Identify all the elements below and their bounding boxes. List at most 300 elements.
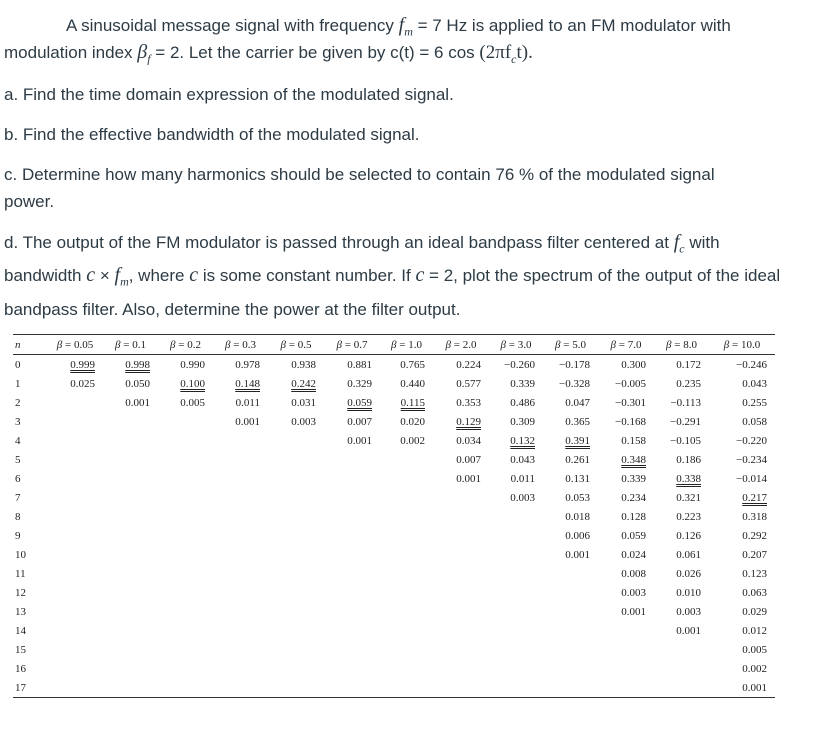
table-cell bbox=[489, 507, 543, 526]
cell-value: 0.999 bbox=[70, 358, 95, 371]
table-row bbox=[13, 602, 775, 621]
table-row bbox=[13, 659, 775, 678]
cell-value: 0.003 bbox=[676, 605, 701, 618]
table-cell bbox=[103, 431, 158, 450]
part-d bbox=[4, 229, 794, 323]
table-cell bbox=[709, 374, 775, 393]
cell-value: 0.329 bbox=[347, 377, 372, 390]
cell-value: 0.339 bbox=[621, 472, 646, 485]
cell-value: 0.001 bbox=[347, 434, 372, 447]
table-cell bbox=[433, 507, 489, 526]
cell-value: 0.128 bbox=[621, 510, 646, 523]
table-cell bbox=[543, 469, 598, 488]
table-cell bbox=[324, 564, 380, 583]
table-cell bbox=[213, 659, 268, 678]
beta-symbol: β bbox=[170, 338, 176, 351]
table-cell bbox=[213, 545, 268, 564]
table-cell bbox=[598, 488, 654, 507]
table-cell bbox=[709, 602, 775, 621]
table-cell bbox=[103, 469, 158, 488]
cell-value: 0.034 bbox=[456, 434, 481, 447]
cell-value: 0.003 bbox=[291, 415, 316, 428]
cell-value: −0.328 bbox=[559, 377, 590, 390]
table-cell bbox=[324, 412, 380, 431]
table-cell bbox=[268, 564, 324, 583]
beta-symbol: β bbox=[336, 338, 342, 351]
row-index: 4 bbox=[15, 434, 21, 447]
table-cell bbox=[433, 374, 489, 393]
table-cell bbox=[213, 355, 268, 375]
table-cell bbox=[213, 583, 268, 602]
table-cell bbox=[268, 355, 324, 375]
table-cell bbox=[598, 621, 654, 640]
table-cell bbox=[433, 431, 489, 450]
cell-value: −0.246 bbox=[736, 358, 767, 371]
table-cell bbox=[654, 678, 709, 698]
table-cell bbox=[268, 431, 324, 450]
table-cell bbox=[103, 355, 158, 375]
table-cell bbox=[654, 526, 709, 545]
table-cell bbox=[433, 621, 489, 640]
part-d-text-5: = 2, plot the spectrum of the output of the ideal bandpass filter. Also, determine the power at the filter output. bbox=[4, 266, 781, 319]
cell-value: 0.115 bbox=[400, 396, 425, 409]
table-cell bbox=[213, 393, 268, 412]
beta-symbol: β bbox=[137, 41, 148, 63]
cell-value: 0.007 bbox=[456, 453, 481, 466]
cell-value: 0.255 bbox=[742, 396, 767, 409]
table-cell bbox=[654, 564, 709, 583]
beta-value: = 8.0 bbox=[674, 338, 697, 351]
table-cell bbox=[489, 678, 543, 698]
table-cell bbox=[380, 602, 433, 621]
cell-value: 0.391 bbox=[565, 434, 590, 447]
beta-symbol: β bbox=[445, 338, 451, 351]
table-cell bbox=[158, 564, 213, 583]
table-cell bbox=[158, 659, 213, 678]
table-cell bbox=[709, 488, 775, 507]
table-cell bbox=[47, 564, 103, 583]
table-row bbox=[13, 355, 775, 375]
table-cell bbox=[103, 526, 158, 545]
table-cell bbox=[543, 412, 598, 431]
cell-value: 0.026 bbox=[676, 567, 701, 580]
table-cell bbox=[433, 640, 489, 659]
cell-value: −0.178 bbox=[559, 358, 590, 371]
table-cell bbox=[324, 545, 380, 564]
table-cell bbox=[324, 659, 380, 678]
table-cell bbox=[103, 507, 158, 526]
cell-value: 0.129 bbox=[456, 415, 481, 428]
beta-symbol: β bbox=[56, 338, 63, 351]
table-cell bbox=[158, 640, 213, 659]
table-cell bbox=[709, 564, 775, 583]
table-cell bbox=[324, 602, 380, 621]
table-cell bbox=[213, 621, 268, 640]
table-cell bbox=[158, 412, 213, 431]
table-cell bbox=[158, 602, 213, 621]
table-cell bbox=[654, 583, 709, 602]
cell-value: 0.043 bbox=[510, 453, 535, 466]
beta-symbol: β bbox=[500, 338, 506, 351]
table-cell bbox=[380, 374, 433, 393]
beta-column-header bbox=[380, 335, 433, 355]
table-cell bbox=[213, 412, 268, 431]
cell-value: 0.001 bbox=[235, 415, 260, 428]
table-cell bbox=[543, 488, 598, 507]
cell-value: 0.011 bbox=[235, 396, 260, 409]
table-cell bbox=[103, 640, 158, 659]
cell-value: 0.234 bbox=[621, 491, 646, 504]
table-cell bbox=[324, 393, 380, 412]
table-cell bbox=[380, 412, 433, 431]
row-index: 1 bbox=[15, 377, 21, 390]
cell-value: 0.990 bbox=[180, 358, 205, 371]
table-cell bbox=[213, 526, 268, 545]
cell-value: 0.024 bbox=[621, 548, 646, 561]
carrier-arg-start: (2πf bbox=[479, 42, 512, 63]
cell-value: 0.765 bbox=[400, 358, 425, 371]
table-cell bbox=[709, 545, 775, 564]
part-d-text-3: , where bbox=[128, 266, 190, 286]
c-symbol: c bbox=[189, 264, 199, 287]
table-cell bbox=[709, 469, 775, 488]
cell-value: 0.029 bbox=[742, 605, 767, 618]
table-cell bbox=[433, 412, 489, 431]
table-row bbox=[13, 640, 775, 659]
table-cell bbox=[380, 545, 433, 564]
table-cell bbox=[709, 640, 775, 659]
carrier-arg-end: t). bbox=[516, 42, 533, 63]
cell-value: 0.938 bbox=[291, 358, 316, 371]
fm-subscript: m bbox=[404, 24, 413, 39]
row-index: 3 bbox=[15, 415, 21, 428]
table-cell bbox=[47, 545, 103, 564]
beta-value: = 0.7 bbox=[344, 338, 368, 351]
table-row bbox=[13, 621, 775, 640]
beta-column-header bbox=[324, 335, 380, 355]
cell-value: 0.001 bbox=[456, 472, 481, 485]
table-cell bbox=[433, 488, 489, 507]
table-cell bbox=[543, 640, 598, 659]
beta-column-header bbox=[598, 335, 654, 355]
table-cell bbox=[380, 431, 433, 450]
table-cell bbox=[433, 393, 489, 412]
beta-symbol: β bbox=[115, 338, 121, 351]
table-cell bbox=[654, 602, 709, 621]
table-cell bbox=[543, 393, 598, 412]
table-cell bbox=[543, 678, 598, 698]
table-cell bbox=[598, 412, 654, 431]
table-cell bbox=[158, 621, 213, 640]
table-cell bbox=[433, 545, 489, 564]
table-row bbox=[13, 488, 775, 507]
cell-value: −0.005 bbox=[615, 377, 646, 390]
table-cell bbox=[489, 450, 543, 469]
table-cell bbox=[598, 602, 654, 621]
cell-value: −0.168 bbox=[615, 415, 646, 428]
table-cell bbox=[103, 583, 158, 602]
beta-column-header bbox=[433, 335, 489, 355]
table-cell bbox=[158, 355, 213, 375]
beta-column-header bbox=[268, 335, 324, 355]
table-cell bbox=[598, 564, 654, 583]
table-cell bbox=[47, 507, 103, 526]
table-cell bbox=[543, 659, 598, 678]
table-cell bbox=[433, 450, 489, 469]
table-cell bbox=[654, 374, 709, 393]
fm-symbol: f bbox=[114, 264, 121, 287]
table-cell bbox=[709, 526, 775, 545]
cell-value: 0.440 bbox=[400, 377, 425, 390]
table-cell bbox=[654, 621, 709, 640]
table-cell bbox=[380, 450, 433, 469]
carrier-argument bbox=[479, 42, 533, 66]
table-cell bbox=[709, 583, 775, 602]
table-row bbox=[13, 450, 775, 469]
table-cell bbox=[268, 602, 324, 621]
intro-text-2: = 7 Hz is applied to an FM modulator with bbox=[412, 16, 731, 35]
bessel-function-table bbox=[13, 334, 775, 698]
table-cell bbox=[47, 526, 103, 545]
row-index: 2 bbox=[15, 396, 21, 409]
table-cell bbox=[158, 526, 213, 545]
intro-text-1: A sinusoidal message signal with frequency bbox=[66, 16, 399, 35]
row-index: 11 bbox=[15, 567, 26, 580]
table-cell bbox=[543, 545, 598, 564]
table-cell bbox=[489, 640, 543, 659]
table-cell bbox=[598, 374, 654, 393]
row-index: 17 bbox=[13, 678, 47, 698]
table-cell bbox=[433, 583, 489, 602]
beta-value: = 7.0 bbox=[618, 338, 642, 351]
table-cell bbox=[543, 374, 598, 393]
cell-value: 0.100 bbox=[180, 377, 205, 390]
cell-value: 0.348 bbox=[621, 453, 646, 466]
table-cell bbox=[489, 488, 543, 507]
cell-value: 0.018 bbox=[565, 510, 590, 523]
table-cell bbox=[543, 355, 598, 375]
table-row bbox=[13, 678, 775, 698]
beta-subscript: f bbox=[147, 51, 151, 66]
beta-value: = 1.0 bbox=[399, 338, 422, 351]
table-cell bbox=[324, 526, 380, 545]
table-cell bbox=[489, 412, 543, 431]
table-cell bbox=[324, 450, 380, 469]
table-cell bbox=[47, 393, 103, 412]
beta-symbol: β bbox=[280, 338, 286, 351]
table-cell bbox=[324, 355, 380, 375]
beta-value: = 10.0 bbox=[732, 338, 761, 351]
times-symbol: × bbox=[95, 266, 115, 286]
table-cell bbox=[489, 583, 543, 602]
table-cell bbox=[598, 659, 654, 678]
n-column-header bbox=[13, 335, 47, 355]
c-symbol: c bbox=[415, 264, 425, 287]
beta-symbol: β bbox=[610, 338, 616, 351]
fc-symbol: f bbox=[673, 231, 680, 253]
part-a: a. Find the time domain expression of the modulated signal. bbox=[4, 85, 454, 104]
cell-value: 0.223 bbox=[676, 510, 701, 523]
table-cell bbox=[103, 545, 158, 564]
table-cell bbox=[709, 450, 775, 469]
cell-value: 0.003 bbox=[510, 491, 535, 504]
table-cell bbox=[543, 564, 598, 583]
table-header-row bbox=[13, 335, 775, 355]
table-cell bbox=[213, 431, 268, 450]
cell-value: 0.309 bbox=[510, 415, 535, 428]
table-cell bbox=[158, 507, 213, 526]
beta-column-header bbox=[158, 335, 213, 355]
table-cell bbox=[489, 393, 543, 412]
cell-value: 0.047 bbox=[565, 396, 590, 409]
table-cell bbox=[654, 659, 709, 678]
table-cell bbox=[213, 507, 268, 526]
table-cell bbox=[47, 374, 103, 393]
beta-symbol: β bbox=[555, 338, 561, 351]
cell-value: 0.061 bbox=[676, 548, 701, 561]
table-cell bbox=[324, 621, 380, 640]
table-cell bbox=[324, 374, 380, 393]
cell-value: 0.008 bbox=[621, 567, 646, 580]
table-cell bbox=[489, 545, 543, 564]
table-cell bbox=[47, 355, 103, 375]
table-cell bbox=[709, 355, 775, 375]
table-cell bbox=[268, 621, 324, 640]
cell-value: 0.001 bbox=[621, 605, 646, 618]
table-cell bbox=[324, 469, 380, 488]
table-cell bbox=[158, 488, 213, 507]
table-cell bbox=[158, 469, 213, 488]
table-row bbox=[13, 431, 775, 450]
table-cell bbox=[268, 507, 324, 526]
table-cell bbox=[268, 374, 324, 393]
table-cell bbox=[103, 621, 158, 640]
table-cell bbox=[654, 431, 709, 450]
beta-symbol: β bbox=[391, 338, 397, 351]
table-cell bbox=[489, 355, 543, 375]
table-cell bbox=[654, 469, 709, 488]
table-cell bbox=[598, 431, 654, 450]
table-cell bbox=[47, 640, 103, 659]
table-cell bbox=[324, 640, 380, 659]
part-d-text-4: is some constant number. If bbox=[198, 266, 416, 286]
part-d-text-2: with bandwidth bbox=[4, 233, 720, 286]
cell-value: 0.053 bbox=[565, 491, 590, 504]
table-body bbox=[13, 355, 775, 698]
cell-value: 0.207 bbox=[742, 548, 767, 561]
table-cell bbox=[268, 583, 324, 602]
fm-subscript: m bbox=[120, 274, 129, 289]
cell-value: 0.031 bbox=[291, 396, 316, 409]
cell-value: 0.353 bbox=[456, 396, 481, 409]
part-b: b. Find the effective bandwidth of the modulated signal. bbox=[4, 125, 420, 144]
table-cell bbox=[158, 545, 213, 564]
cell-value: 0.172 bbox=[676, 358, 701, 371]
cell-value: 0.186 bbox=[676, 453, 701, 466]
n-symbol: n bbox=[15, 338, 21, 351]
table-cell bbox=[433, 355, 489, 375]
table-cell bbox=[47, 621, 103, 640]
cell-value: 0.224 bbox=[456, 358, 481, 371]
cell-value: 0.059 bbox=[347, 396, 372, 409]
cell-value: 0.217 bbox=[742, 491, 767, 504]
table-cell bbox=[213, 488, 268, 507]
table-cell bbox=[598, 545, 654, 564]
cell-value: −0.220 bbox=[736, 434, 767, 447]
table-cell bbox=[268, 545, 324, 564]
row-index: 12 bbox=[15, 586, 26, 599]
table-cell bbox=[489, 621, 543, 640]
table-row bbox=[13, 507, 775, 526]
fm-symbol: f bbox=[398, 14, 405, 36]
table-cell bbox=[158, 374, 213, 393]
table-cell bbox=[380, 621, 433, 640]
table-cell bbox=[489, 659, 543, 678]
table-cell bbox=[380, 564, 433, 583]
beta-value: = 0.3 bbox=[233, 338, 256, 351]
table-cell bbox=[47, 450, 103, 469]
cell-value: 0.978 bbox=[235, 358, 260, 371]
table-cell bbox=[598, 507, 654, 526]
table-cell bbox=[213, 469, 268, 488]
table-cell bbox=[598, 355, 654, 375]
table-cell bbox=[380, 469, 433, 488]
table-cell bbox=[103, 450, 158, 469]
table-cell bbox=[213, 374, 268, 393]
table-cell bbox=[103, 374, 158, 393]
table-cell bbox=[380, 640, 433, 659]
row-index: 5 bbox=[15, 453, 21, 466]
cell-value: 0.050 bbox=[125, 377, 150, 390]
cell-value: 0.063 bbox=[742, 586, 767, 599]
cell-value: −0.105 bbox=[670, 434, 701, 447]
table-cell bbox=[543, 507, 598, 526]
row-index: 16 bbox=[15, 662, 26, 675]
beta-value: = 0.5 bbox=[288, 338, 312, 351]
cell-value: 0.001 bbox=[125, 396, 150, 409]
table-cell bbox=[103, 678, 158, 698]
cell-value: 0.043 bbox=[742, 377, 767, 390]
table-cell bbox=[268, 469, 324, 488]
beta-symbol: β bbox=[723, 338, 730, 351]
table-cell bbox=[598, 450, 654, 469]
beta-value: = 0.2 bbox=[178, 338, 201, 351]
beta-column-header bbox=[103, 335, 158, 355]
row-index: 6 bbox=[15, 472, 21, 485]
table-cell bbox=[324, 431, 380, 450]
table-cell bbox=[654, 450, 709, 469]
cell-value: 0.002 bbox=[400, 434, 425, 447]
beta-value: = 0.1 bbox=[123, 338, 146, 351]
cell-value: 0.242 bbox=[291, 377, 316, 390]
line2-text-1: modulation index bbox=[4, 43, 138, 62]
table-cell bbox=[598, 393, 654, 412]
beta-symbol: β bbox=[666, 338, 672, 351]
beta-column-header bbox=[709, 335, 775, 355]
cell-value: −0.260 bbox=[504, 358, 535, 371]
cell-value: 0.005 bbox=[742, 643, 767, 656]
beta-value: = 3.0 bbox=[508, 338, 532, 351]
table-cell bbox=[489, 602, 543, 621]
cell-value: −0.234 bbox=[736, 453, 767, 466]
table-cell bbox=[380, 583, 433, 602]
table-cell bbox=[380, 507, 433, 526]
cell-value: 0.292 bbox=[742, 529, 767, 542]
table-cell bbox=[543, 431, 598, 450]
line2-text-2: = 2. Let the carrier be given by c(t) = 6 cos bbox=[150, 43, 480, 62]
table-cell bbox=[433, 469, 489, 488]
table-cell bbox=[47, 583, 103, 602]
